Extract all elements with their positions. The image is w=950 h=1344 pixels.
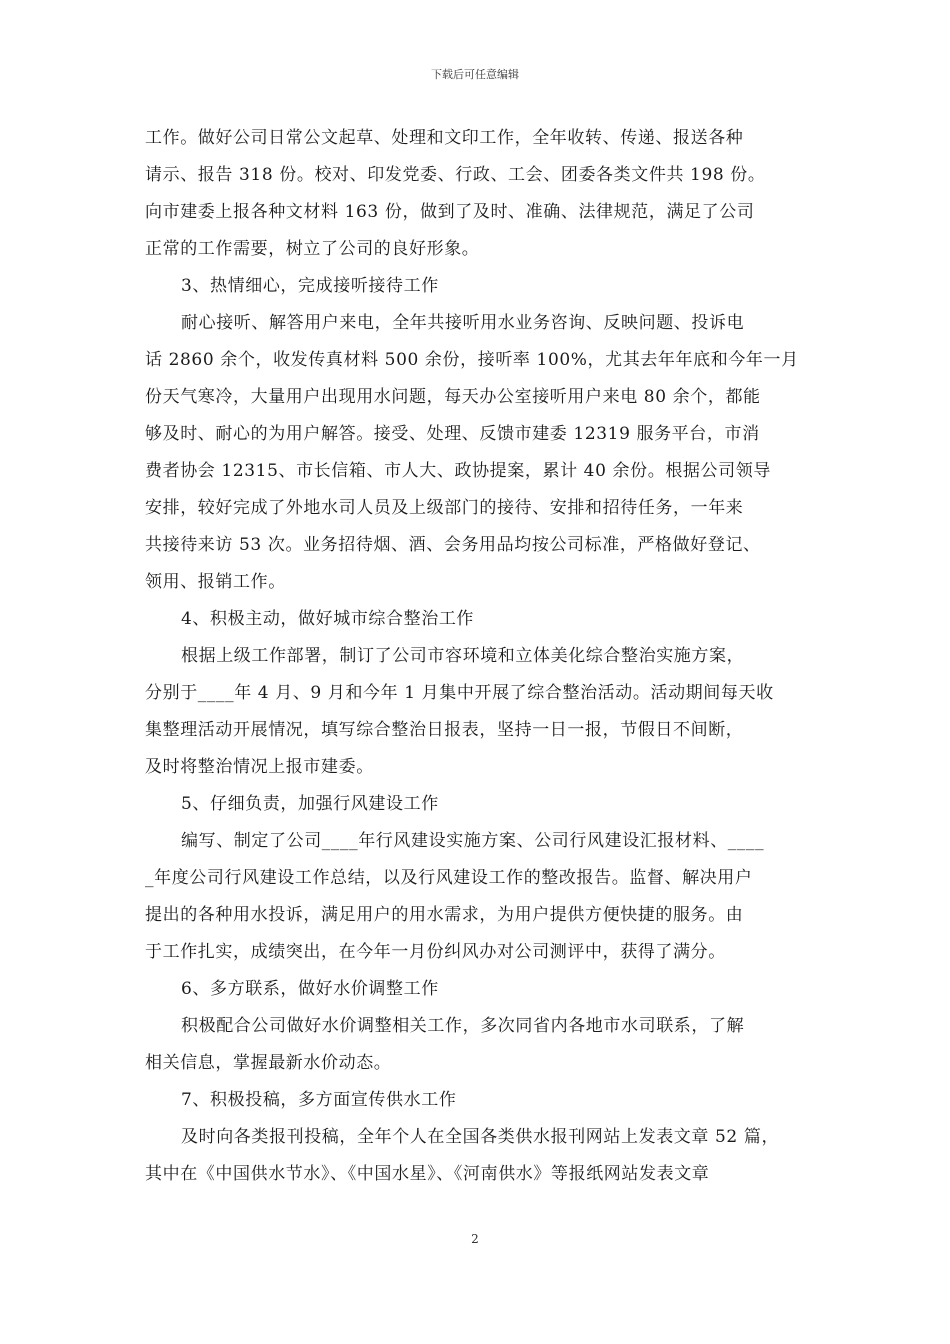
text-line: 工作。做好公司日常公文起草、处理和文印工作，全年收转、传递、报送各种 bbox=[145, 128, 744, 148]
section-heading: 3、热情细心，完成接听接待工作 bbox=[181, 276, 439, 296]
text-line: 正常的工作需要，树立了公司的良好形象。 bbox=[145, 239, 480, 259]
text-line: 向市建委上报各种文材料 163 份，做到了及时、准确、法律规范，满足了公司 bbox=[145, 202, 755, 222]
text-line: 编写、制定了公司____年行风建设实施方案、公司行风建设汇报材料、____ bbox=[181, 831, 765, 851]
section-heading: 5、仔细负责，加强行风建设工作 bbox=[181, 794, 439, 814]
text-line: 提出的各种用水投诉，满足用户的用水需求，为用户提供方便快捷的服务。由 bbox=[145, 905, 744, 925]
text-line: 耐心接听、解答用户来电，全年共接听用水业务咨询、反映问题、投诉电 bbox=[181, 313, 745, 333]
text-line: 其中在《中国供水节水》、《中国水星》、《河南供水》等报纸网站发表文章 bbox=[145, 1164, 710, 1184]
section-heading: 4、积极主动，做好城市综合整治工作 bbox=[181, 609, 475, 629]
text-line: 及时向各类报刊投稿，全年个人在全国各类供水报刊网站上发表文章 52 篇， bbox=[181, 1127, 780, 1147]
text-line: 话 2860 余个，收发传真材料 500 余份，接听率 100%，尤其去年年底和今年一月 bbox=[145, 350, 799, 370]
section-heading: 7、积极投稿，多方面宣传供水工作 bbox=[181, 1090, 457, 1110]
text-line: 分别于____年 4 月、9 月和今年 1 月集中开展了综合整治活动。活动期间每天收 bbox=[145, 683, 774, 703]
page-header: 下载后可任意编辑 bbox=[431, 68, 519, 81]
text-line: 份天气寒冷，大量用户出现用水问题，每天办公室接听用户来电 80 余个，都能 bbox=[145, 387, 761, 407]
text-line: 共接待来访 53 次。业务招待烟、酒、会务用品均按公司标准，严格做好登记、 bbox=[145, 535, 761, 555]
text-line: 领用、报销工作。 bbox=[145, 572, 286, 592]
text-line: 及时将整治情况上报市建委。 bbox=[145, 757, 374, 777]
text-line: 费者协会 12315、市长信箱、市人大、政协提案，累计 40 余份。根据公司领导 bbox=[145, 461, 771, 481]
text-line: 根据上级工作部署，制订了公司市容环境和立体美化综合整治实施方案， bbox=[181, 646, 745, 666]
text-line: 安排，较好完成了外地水司人员及上级部门的接待、安排和招待任务，一年来 bbox=[145, 498, 744, 518]
text-line: _年度公司行风建设工作总结，以及行风建设工作的整改报告。监督、解决用户 bbox=[145, 868, 753, 888]
text-line: 相关信息，掌握最新水价动态。 bbox=[145, 1053, 392, 1073]
text-line: 积极配合公司做好水价调整相关工作，多次同省内各地市水司联系，了解 bbox=[181, 1016, 745, 1036]
text-line: 够及时、耐心的为用户解答。接受、处理、反馈市建委 12319 服务平台，市消 bbox=[145, 424, 760, 444]
text-line: 集整理活动开展情况，填写综合整治日报表，坚持一日一报，节假日不间断， bbox=[145, 720, 744, 740]
text-line: 请示、报告 318 份。校对、印发党委、行政、工会、团委各类文件共 198 份。 bbox=[145, 165, 766, 185]
section-heading: 6、多方联系，做好水价调整工作 bbox=[181, 979, 439, 999]
document-body bbox=[145, 120, 810, 1193]
page-number: 2 bbox=[471, 1232, 479, 1246]
text-line: 于工作扎实，成绩突出，在今年一月份纠风办对公司测评中，获得了满分。 bbox=[145, 942, 726, 962]
